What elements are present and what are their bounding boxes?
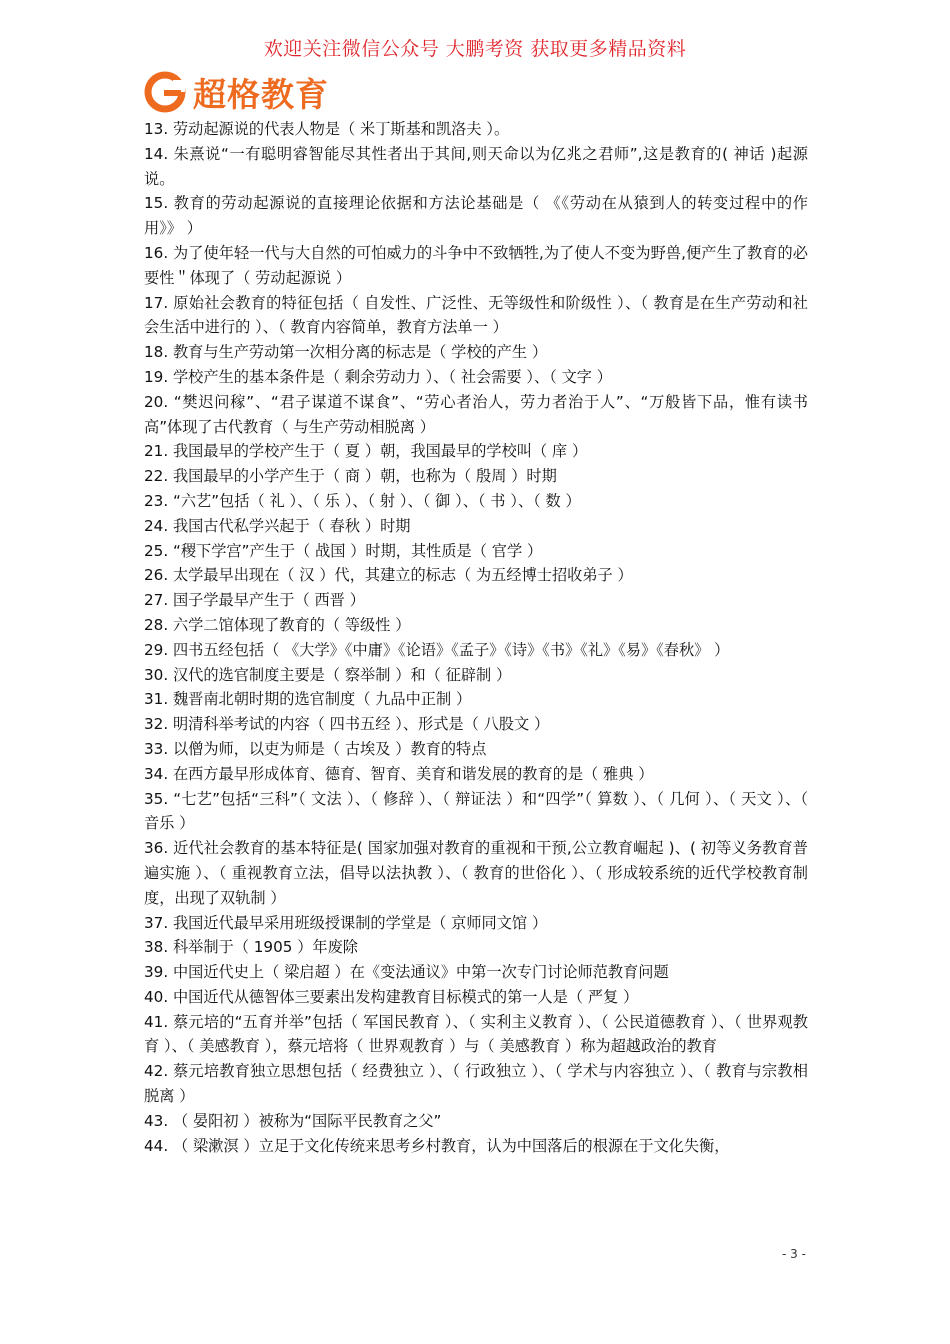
list-item: 28. 六学二馆体现了教育的（ 等级性 ） (144, 615, 411, 634)
list-item: 19. 学校产生的基本条件是（ 剩余劳动力 ）、（ 社会需要 ）、（ 文字 ） (144, 367, 612, 386)
list-item: 43. （ 晏阳初 ）被称为“国际平民教育之父” (144, 1111, 442, 1130)
brand-logo (143, 70, 329, 114)
list-item: 32. 明清科举考试的内容（ 四书五经 ）、形式是（ 八股文 ） (144, 715, 550, 734)
list-item: 38. 科举制于（ 1905 ）年废除 (144, 938, 358, 957)
brand-logo-text: 超格教育 (193, 74, 329, 114)
list-item: 24. 我国古代私学兴起于（ 春秋 ）时期 (144, 516, 411, 535)
list-item: 18. 教育与生产劳动第一次相分离的标志是（ 学校的产生 ） (144, 343, 548, 362)
list-item: 37. 我国近代最早采用班级授课制的学堂是（ 京师同文馆 ） (144, 913, 548, 932)
list-item: 34. 在西方最早形成体育、德育、智育、美育和谐发展的教育的是（ 雅典 ） (144, 764, 654, 783)
list-item: 21. 我国最早的学校产生于（ 夏 ）朝，我国最早的学校叫（ 庠 ） (144, 442, 588, 461)
list-item: 35. “七艺”包括“三科”（ 文法 ）、（ 修辞 ）、（ 辩证法 ）和“四学”（ 算数 ）、（ 几何 ）、（ 天文 ）、（ 音乐 ） (144, 789, 808, 833)
list-item: 31. 魏晋南北朝时期的选官制度（ 九品中正制 ） (144, 690, 472, 709)
list-item: 41. 蔡元培的“五育并举”包括（ 军国民教育 ）、（ 实利主义教育 ）、（ 公民道德教育 ）、（ 世界观教育 ）、（ 美感教育 ），蔡元培将（ 世界观教育 ）与（ 美感教育 ）称为超越政治的教育 (144, 1012, 808, 1056)
list-item: 44. （ 梁漱溟 ）立足于文化传统来思考乡村教育，认为中国落后的根源在于文化失衡， (144, 1136, 730, 1155)
list-item: 29. 四书五经包括（ 《大学》《中庸》《论语》《孟子》《诗》《书》《礼》《易》《春秋》 ） (144, 640, 730, 659)
promo-banner: 欢迎关注微信公众号 大鹏考资 获取更多精品资料 (263, 38, 687, 60)
page-number: - 3 - (782, 1247, 806, 1261)
list-item: 33. 以僧为师，以吏为师是（ 古埃及 ）教育的特点 (144, 739, 487, 758)
list-item: 15. 教育的劳动起源说的直接理论依据和方法论基础是（ 《《劳动在从猿到人的转变过程中的作用》》 ） (144, 194, 808, 238)
list-item: 16. 为了使年轻一代与大自然的可怕威力的斗争中不致牺牲,为了使人不变为野兽,便产生了教育的必要性＂体现了（ 劳动起源说 ） (144, 243, 808, 287)
list-item: 13. 劳动起源说的代表人物是（ 米丁斯基和凯洛夫 ）。 (144, 120, 510, 138)
list-item: 30. 汉代的选官制度主要是（ 察举制 ）和（ 征辟制 ） (144, 665, 512, 684)
list-item: 36. 近代社会教育的基本特征是( 国家加强对教育的重视和干预,公立教育崛起 )、( 初等义务教育普遍实施 ）、（ 重视教育立法，倡导以法执教 ）、（ 教育的世俗化 ）、（ 形成较系统的近代学校教育制度，出现了双轨制 ） (144, 839, 808, 907)
list-item: 26. 太学最早出现在（ 汉 ）代，其建立的标志（ 为五经博士招收弟子 ） (144, 566, 633, 585)
list-item: 14. 朱熹说“一有聪明睿智能尽其性者出于其间,则天命以为亿兆之君师”,这是教育的( 神话 )起源说。 (144, 144, 808, 188)
list-item: 25. “稷下学宫”产生于（ 战国 ）时期，其性质是（ 官学 ） (144, 541, 543, 560)
list-item: 22. 我国最早的小学产生于（ 商 ）朝，也称为（ 殷周 ）时期 (144, 467, 557, 486)
list-item: 27. 国子学最早产生于（ 西晋 ） (144, 591, 365, 610)
list-item: 23. “六艺”包括（ 礼 ）、（ 乐 ）、（ 射 ）、（ 御 ）、（ 书 ）、（ 数 ） (144, 491, 581, 510)
brand-logo-icon (143, 70, 187, 114)
list-item: 20. “樊迟问稼”、“君子谋道不谋食”、“劳心者治人，劳力者治于人”、“万般皆下品，惟有读书高”体现了古代教育（ 与生产劳动相脱离 ） (144, 392, 808, 436)
question-list (144, 117, 808, 1158)
list-item: 42. 蔡元培教育独立思想包括（ 经费独立 ）、（ 行政独立 ）、（ 学术与内容独立 ）、（ 教育与宗教相脱离 ） (144, 1062, 808, 1106)
list-item: 40. 中国近代从德智体三要素出发构建教育目标模式的第一人是（ 严复 ） (144, 987, 639, 1006)
list-item: 39. 中国近代史上（ 梁启超 ）在《变法通议》中第一次专门讨论师范教育问题 (144, 963, 669, 982)
list-item: 17. 原始社会教育的特征包括（ 自发性、广泛性、无等级性和阶级性 ）、（ 教育是在生产劳动和社会生活中进行的 ）、（ 教育内容简单，教育方法单一 ） (144, 293, 808, 337)
